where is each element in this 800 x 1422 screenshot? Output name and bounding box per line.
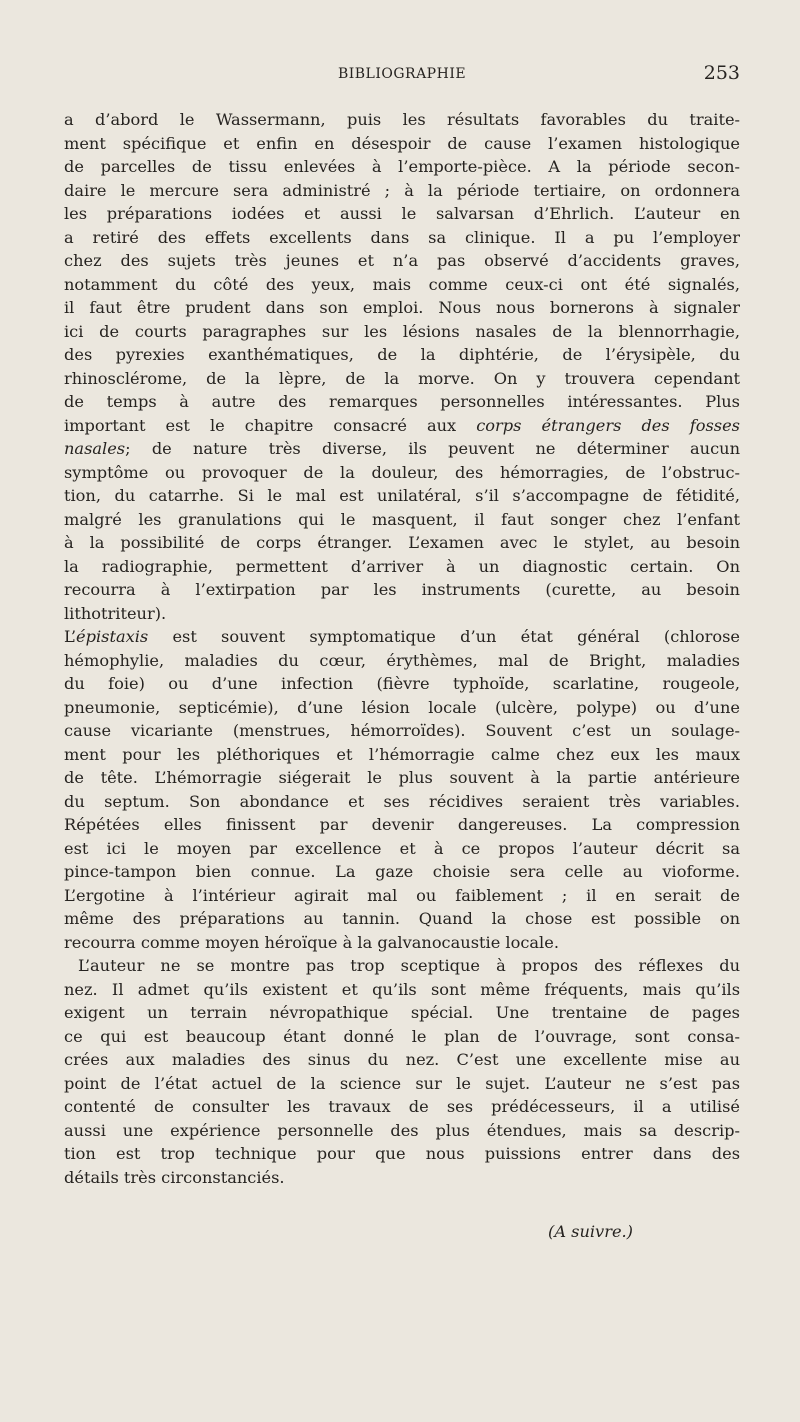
text-line: tion est trop technique pour que nous puissions entrer dans des <box>64 1144 740 1163</box>
paragraph-syphilis <box>64 108 740 625</box>
page-header <box>64 62 740 92</box>
text-line: ce qui est beaucoup étant donné le plan de l’ouvrage, sont consa- <box>64 1026 740 1046</box>
italic-term-corps-etrangers: corps étrangers des fosses <box>476 415 740 435</box>
text-line: lithotriteur). <box>64 603 167 623</box>
text-line: contenté de consulter les travaux de ses prédécesseurs, il a utilisé <box>64 1097 740 1116</box>
paragraph-epistaxis <box>64 625 740 954</box>
article-body <box>64 108 740 1189</box>
text-line: il faut être prudent dans son emploi. Nous nous bornerons à signaler <box>64 298 740 317</box>
text-line: les préparations iodées et aussi le salvarsan d’Ehrlich. L’auteur en <box>64 204 740 223</box>
italic-term-nasales: nasales <box>64 439 126 458</box>
text-line: détails très circonstanciés. <box>64 1167 285 1187</box>
text-line: aussi une expérience personnelle des plus étendues, mais sa descrip- <box>64 1120 740 1140</box>
text-line: pneumonie, septicémie), d’une lésion locale (ulcère, polype) ou d’une <box>64 697 740 717</box>
text-line: hémophylie, maladies du cœur, érythèmes, mal de Bright, maladies <box>64 650 740 670</box>
text-line: a retiré des effets excellents dans sa clinique. Il a pu l’employer <box>64 227 740 247</box>
paragraph-reflexes <box>64 954 740 1189</box>
text-line: crées aux maladies des sinus du nez. C’est une excellente mise au <box>64 1050 740 1069</box>
line-text: L’ <box>64 627 77 646</box>
text-line: du foie) ou d’une infection (fièvre typhoïde, scarlatine, rougeole, <box>64 674 740 693</box>
text-line: symptôme ou provoquer de la douleur, des hémorragies, de l’obstruc- <box>64 462 740 482</box>
text-line: de tête. L’hémorragie siégerait le plus souvent à la partie antérieure <box>64 768 740 787</box>
text-line: a d’abord le Wassermann, puis les résultats favorables du traite- <box>64 110 740 129</box>
text-line: L’ergotine à l’intérieur agirait mal ou faiblement ; il en serait de <box>64 885 740 905</box>
text-line: chez des sujets très jeunes et n’a pas observé d’accidents graves, <box>64 251 740 270</box>
text-line: de parcelles de tissu enlevées à l’emporte-pièce. A la période secon- <box>64 157 740 176</box>
text-line: pince-tampon bien connue. La gaze choisie sera celle au vioforme. <box>64 862 740 881</box>
text-line: exigent un terrain névropathique spécial. Une trentaine de pages <box>64 1003 740 1022</box>
text-line: du septum. Son abondance et ses récidives seraient très variables. <box>64 791 740 811</box>
text-line <box>64 625 740 649</box>
text-line <box>64 414 740 438</box>
text-line: rhinosclérome, de la lèpre, de la morve. On y trouvera cependant <box>64 368 740 388</box>
text-line: cause vicariante (menstrues, hémorroïdes). Souvent c’est un soulage- <box>64 721 740 740</box>
text-line: de temps à autre des remarques personnelles intéressantes. Plus <box>64 392 740 411</box>
to-be-continued-note: (A suivre.) <box>548 1222 633 1241</box>
text-line: L’auteur ne se montre pas trop sceptique à propos des réflexes du <box>78 956 740 975</box>
line-text: important est le chapitre consacré aux <box>64 415 477 435</box>
text-line: ment pour les pléthoriques et l’hémorragie calme chez eux les maux <box>64 744 740 764</box>
text-line: notamment du côté des yeux, mais comme ceux-ci ont été signalés, <box>64 274 740 294</box>
text-line: est ici le moyen par excellence et à ce propos l’auteur décrit sa <box>64 838 740 858</box>
text-line: tion, du catarrhe. Si le mal est unilatéral, s’il s’accompagne de fétidité, <box>64 486 740 505</box>
text-line: recourra à l’extirpation par les instruments (curette, au besoin <box>64 580 740 599</box>
line-text: ; de nature très diverse, ils peuvent ne déterminer aucun <box>125 439 740 458</box>
text-line: des pyrexies exanthématiques, de la diphtérie, de l’érysipèle, du <box>64 345 740 364</box>
text-line: la radiographie, permettent d’arriver à un diagnostic certain. On <box>64 556 740 576</box>
text-line: ment spécifique et enfin en désespoir de cause l’examen histologique <box>64 133 740 153</box>
text-line: à la possibilité de corps étranger. L’examen avec le stylet, au besoin <box>64 533 740 552</box>
text-line: malgré les granulations qui le masquent, il faut songer chez l’enfant <box>64 509 740 529</box>
text-line: même des préparations au tannin. Quand la chose est possible on <box>64 909 740 928</box>
page-number: 253 <box>703 62 740 84</box>
text-line: recourra comme moyen héroïque à la galvanocaustie locale. <box>64 932 559 952</box>
text-line: daire le mercure sera administré ; à la période tertiaire, on ordonnera <box>64 180 740 200</box>
italic-term-epistaxis: épistaxis <box>76 627 149 646</box>
text-line: point de l’état actuel de la science sur le sujet. L’auteur ne s’est pas <box>64 1073 740 1093</box>
line-text: est souvent symptomatique d’un état général (chlorose <box>148 627 740 646</box>
text-line: nez. Il admet qu’ils existent et qu’ils sont même fréquents, mais qu’ils <box>64 979 740 999</box>
text-line <box>64 437 740 461</box>
text-line: ici de courts paragraphes sur les lésions nasales de la blennorrhagie, <box>64 321 740 341</box>
text-line: Répétées elles finissent par devenir dangereuses. La compression <box>64 815 740 834</box>
running-title: BIBLIOGRAPHIE <box>337 66 467 82</box>
